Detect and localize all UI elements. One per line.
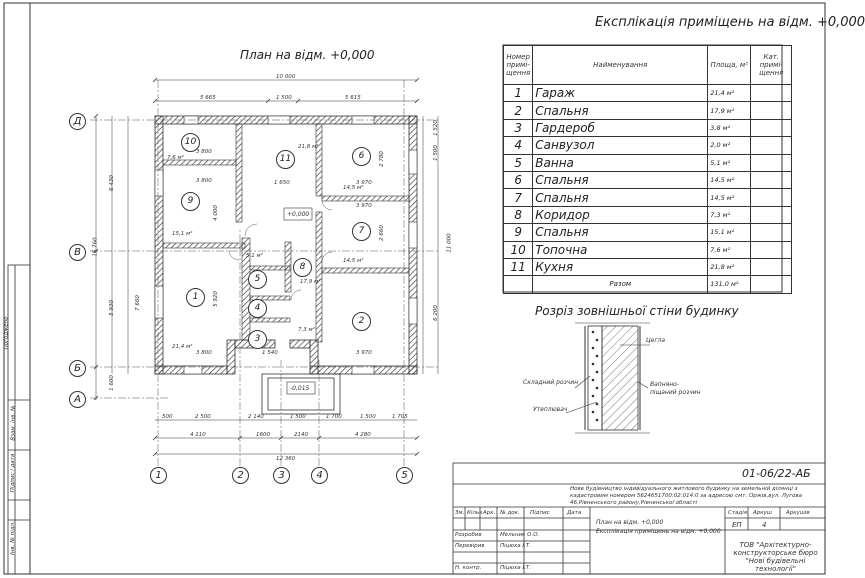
room-category-cell [751,241,792,258]
porch-level-mark: -0,015 [290,385,310,392]
room-number-cell: 3 [504,119,533,136]
axis-marker-1: 1 [150,467,167,484]
dim-bottom-b: 1600 [256,432,270,438]
room-name-cell: Спальня [533,224,708,241]
room-area-8b: 7,3 м² [298,327,315,333]
room-marker-1: 1 [186,288,205,307]
dim-row1-2: 2 140 [248,414,264,420]
room-number-cell: 8 [504,206,533,223]
dim-bottom-a: 4 110 [190,432,206,438]
dim-right-d: 1 520 [432,120,439,136]
room-area-cell: 3,8 м² [708,119,751,136]
sheet-header: Аркуш [753,510,772,516]
room-area-cell: 2,0 м² [708,137,751,154]
room-name-cell: Ванна [533,154,708,171]
side-stamp-signdate: Підпис і дата [10,453,17,493]
room-name-cell: Санвузол [533,137,708,154]
table-row [504,258,792,275]
sheet-value: 4 [762,521,767,529]
table-row [504,171,792,188]
total-area: 131,0 м² [708,276,751,293]
table-row [504,85,792,102]
col-header-3: № док. [500,510,520,516]
drawing-code: 01-06/22-АБ [742,467,811,480]
stage-value: ЕП [732,521,742,529]
room-category-cell [751,85,792,102]
role-developer: Розробив [455,532,482,538]
room-area-cell: 7,3 м² [708,206,751,223]
dim-inner-1: 3 800 [196,178,212,184]
dim-right-a: 1 500 [432,145,439,161]
dim-left-b: 5 930 [108,300,115,316]
room-marker-10: 10 [181,133,200,152]
stage-header: Стадія [728,510,748,516]
dim-top-right: 5 615 [345,95,361,101]
room-name-cell: Коридор [533,206,708,223]
table-row [504,154,792,171]
room-category-cell [751,102,792,119]
dim-row1-6: 1 705 [392,414,408,420]
dim-overall-top: 10 000 [276,74,296,80]
company-name: ТОВ "Архітектурно-конструкторське бюро "Нові будівельні технології" [733,541,818,573]
table-header-row [504,46,792,85]
col-header-5: Дата [567,510,582,516]
dim-inner-5: 3 970 [356,350,372,356]
table-row [504,119,792,136]
room-area-cell: 14,5 м² [708,189,751,206]
table-row [504,206,792,223]
room-marker-7: 7 [352,222,371,241]
room-category-cell [751,224,792,241]
room-area-8: 17,9 м² [300,279,321,285]
dim-left-c: 1 600 [108,375,115,391]
axis-marker-a: А [69,391,86,408]
name-normcontrol: Піцюха І.Т. [500,565,531,571]
side-stamp-agreed: Погоджено [3,316,10,350]
dim-row1-4: 1 700 [326,414,342,420]
room-marker-11: 11 [276,150,295,169]
side-stamp-inv: Інв. № підл. [9,521,16,555]
dim-inner-7: 5 920 [212,291,219,307]
room-name-cell: Топочна [533,241,708,258]
table-row [504,241,792,258]
col-header-4: Підпис [530,510,550,516]
sheet-title-2: Експлікація приміщень на відм. +0,000 [596,528,721,535]
room-area-cell: 21,8 м² [708,258,751,275]
col-category-header: Кат. примі-щення [751,46,792,85]
dim-right-b: 11 000 [446,233,453,253]
sheets-header: Аркушів [786,510,810,516]
dim-left-a: 6 430 [108,175,115,191]
dim-inner-8: 4 000 [212,205,219,221]
room-number-cell: 1 [504,85,533,102]
explication-title: Експлікація приміщень на відм. +0,000 [595,15,865,30]
side-stamp-replace: Взам. інв. № [10,405,17,441]
dim-inner-4: 3 970 [356,203,372,209]
room-marker-4: 4 [248,299,267,318]
room-name-cell: Гардероб [533,119,708,136]
level-mark: +0,000 [287,211,310,218]
room-category-cell [751,119,792,136]
axis-marker-3: 3 [273,467,290,484]
room-name-cell: Спальня [533,102,708,119]
room-marker-3: 3 [248,330,267,349]
dim-inner-10: 2 660 [378,225,385,241]
room-category-cell [751,206,792,223]
dim-inner-6: 1 650 [274,180,290,186]
section-label-insulation: Утеплювач [533,406,568,413]
room-area-11: 21,8 м² [298,144,319,150]
dim-left-total: 15 760 [92,237,99,257]
room-number-cell: 6 [504,171,533,188]
room-marker-6: 6 [352,147,371,166]
explication-body [504,85,792,276]
axis-marker-g: В [69,244,86,261]
table-row [504,137,792,154]
table-total-row [504,276,792,293]
room-number-cell: 7 [504,189,533,206]
room-area-10: 7,6 м² [167,155,184,161]
total-label: Разом [533,276,708,293]
room-number-cell: 4 [504,137,533,154]
room-number-cell: 11 [504,258,533,275]
room-number-cell: 10 [504,241,533,258]
room-category-cell [751,137,792,154]
room-area-cell: 21,4 м² [708,85,751,102]
table-row [504,189,792,206]
name-developer: Мельник О.О. [500,532,540,538]
room-area-cell: 15,1 м² [708,224,751,241]
room-marker-5: 5 [248,270,267,289]
dim-inner-0: 3 800 [196,149,212,155]
room-area-6: 14,5 м² [343,185,364,191]
dim-row1-3: 1 500 [290,414,306,420]
dim-bottom-c: 2140 [294,432,308,438]
role-checker: Перевірив [455,543,485,549]
dim-top-left: 5 665 [200,95,216,101]
room-marker-8: 8 [293,258,312,277]
room-name-cell: Спальня [533,171,708,188]
room-category-cell [751,171,792,188]
room-area-cell: 5,1 м² [708,154,751,171]
table-row [504,102,792,119]
room-name-cell: Спальня [533,189,708,206]
col-number-header: Номер примі-щення [504,46,533,85]
room-marker-2: 2 [352,312,371,331]
room-area-cell: 14,5 м² [708,171,751,188]
room-category-cell [751,258,792,275]
wall-section [566,323,650,433]
project-description: Нове будівництво індивідуального житлового будинку на земельній ділянці з кадастровим номером 5624651700:02:014:0 за адресою смт. Оржів,вул. Лугова 46,Рівненського району,Рівненської області [570,486,802,506]
axis-marker-d: Д [69,113,86,130]
dim-bottom-overall: 12 360 [276,456,296,462]
axis-marker-b: Б [69,360,86,377]
dim-inner-3: 3 970 [356,180,372,186]
dim-row1-0: 500 [162,414,173,420]
room-name-cell: Гараж [533,85,708,102]
section-label-inner-plaster: Вапняно-піщаний розчин [650,381,701,396]
axis-marker-4: 4 [311,467,328,484]
dim-right-c: 6 200 [432,305,439,321]
table-row [504,224,792,241]
dim-bottom-d: 4 280 [355,432,371,438]
col-header-0: Зм. [455,510,465,516]
col-header-1: Кільк. [467,510,485,516]
role-normcontrol: Н. контр. [455,565,482,571]
axis-marker-2: 2 [232,467,249,484]
room-area-9: 15,1 м² [172,231,193,237]
sheet-title-1: План на відм. +0,000 [596,519,664,526]
room-category-cell [751,189,792,206]
room-number-cell: 2 [504,102,533,119]
room-name-cell: Кухня [533,258,708,275]
plan-title: План на відм. +0,000 [240,48,375,62]
section-label-brick: Цегла [646,337,666,344]
room-category-cell [751,154,792,171]
name-checker: Піцюха І.Т. [500,543,531,549]
axis-marker-5: 5 [396,467,413,484]
room-number-cell: 5 [504,154,533,171]
room-area-5: 5,1 м² [246,253,263,259]
section-label-outer-plaster: Складний розчин [523,379,579,386]
col-header-2: Арк. [483,510,496,516]
room-number-cell: 9 [504,224,533,241]
dim-inner-2: 3 800 [196,350,212,356]
room-area-1: 21,4 м² [172,344,193,350]
section-title: Розріз зовнішньої стіни будинку [535,304,739,318]
room-area-cell: 17,9 м² [708,102,751,119]
col-name-header: Найменування [533,46,708,85]
room-area-7: 14,5 м² [343,258,364,264]
room-marker-9: 9 [181,192,200,211]
explication-table [503,45,792,294]
room-area-cell: 7,6 м² [708,241,751,258]
dim-inner-11: 7 660 [134,295,141,311]
col-area-header: Площа, м² [708,46,751,85]
dim-inner-9: 2 780 [378,151,385,167]
dim-top-mid: 1 500 [276,95,292,101]
dim-row1-5: 1 500 [360,414,376,420]
dim-row1-1: 2 500 [195,414,211,420]
dim-inner-12: 1 540 [262,350,278,356]
